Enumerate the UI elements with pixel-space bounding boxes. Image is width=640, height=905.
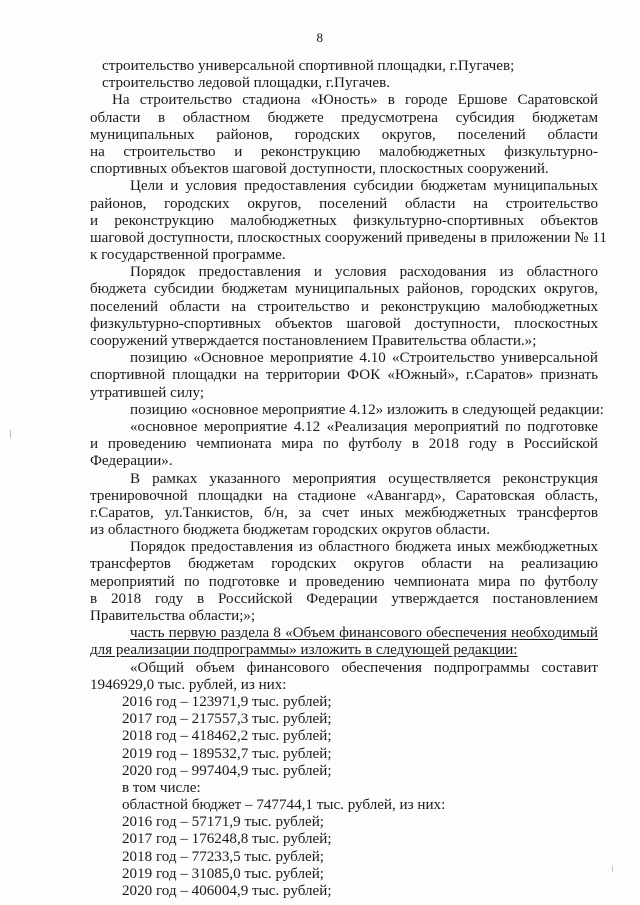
text-line: на строительство и реконструкцию малобюджетных физкультурно- — [90, 143, 598, 160]
text-line: бюджета субсидии бюджетам муниципальных районов, городских округов, — [90, 281, 598, 298]
text-line: и реконструкцию малобюджетных физкультурно-спортивных объектов — [90, 212, 598, 229]
funding-line: 2017 год – 176248,8 тыс. рублей; — [122, 831, 332, 848]
scan-artifact — [10, 430, 11, 438]
funding-line: 2019 год – 189532,7 тыс. рублей; — [122, 745, 332, 762]
text-line: к государственной программе. — [90, 247, 286, 264]
text-line: поселений области на строительство и реконструкцию малобюджетных — [90, 298, 598, 315]
text-line: Цели и условия предоставления субсидии бюджетам муниципальных — [130, 178, 598, 195]
funding-line: 2016 год – 123971,9 тыс. рублей; — [122, 693, 332, 710]
scan-artifact — [612, 866, 613, 872]
text-line: часть первую раздела 8 «Объем финансового обеспечения необходимый — [130, 625, 598, 642]
text-line: На строительство стадиона «Юность» в городе Ершове Саратовской — [112, 92, 598, 109]
text-line: позицию «основное мероприятие 4.12» изложить в следующей редакции: — [130, 401, 604, 418]
text-line: «основное мероприятие 4.12 «Реализация мероприятий по подготовке — [130, 418, 598, 435]
funding-line: 2020 год – 997404,9 тыс. рублей; — [122, 762, 332, 779]
funding-line: 2016 год – 57171,9 тыс. рублей; — [122, 814, 324, 831]
funding-line: 2018 год – 418462,2 тыс. рублей; — [122, 728, 332, 745]
text-line: сооружений утверждается постановлением Правительства области.»; — [90, 333, 537, 349]
text-line: Порядок предоставления и условия расходования из областного — [130, 264, 598, 281]
text-line: позицию «Основное мероприятие 4.10 «Строительство универсальной — [130, 350, 598, 367]
text-line: для реализации подпрограммы» изложить в следующей редакции: — [90, 642, 518, 659]
text-line: «Общий объем финансового обеспечения подпрограммы составит — [130, 659, 598, 676]
text-line: спортивных объектов шаговой доступности, плоскостных сооружений. — [90, 161, 549, 178]
text-line: трансфертов бюджетам городских округов области на реализацию — [90, 556, 598, 573]
text-line: Порядок предоставления из областного бюджета иных межбюджетных — [130, 539, 598, 556]
funding-line: 2018 год – 77233,5 тыс. рублей; — [122, 848, 324, 865]
funding-line: 2019 год – 31085,0 тыс. рублей; — [122, 865, 324, 882]
text-line: тренировочной площадки на стадионе «Авангард», Саратовская область, — [90, 487, 598, 504]
page-number: 8 — [316, 30, 324, 45]
text-line: строительство универсальной спортивной площадки, г.Пугачев; — [102, 58, 515, 74]
text-line: Правительства области;»; — [90, 608, 256, 624]
text-line: мероприятий по подготовке и проведению чемпионата мира по футболу — [90, 573, 598, 590]
text-line: районов, городских округов, поселений области на строительство — [90, 195, 598, 212]
text-line: строительство ледовой площадки, г.Пугачев. — [102, 75, 390, 92]
text-line: В рамках указанного мероприятия осуществляется реконструкция — [130, 470, 598, 487]
text-line: шаговой доступности, плоскостных сооружений приведены в приложении № 11 — [90, 229, 607, 246]
document-body — [90, 58, 607, 900]
text-line: областной бюджет – 747744,1 тыс. рублей, из них: — [122, 797, 446, 814]
text-line: и проведению чемпионата мира по футболу в 2018 году в Российской — [90, 436, 598, 453]
text-line: из областного бюджета бюджетам городских округов области. — [90, 522, 490, 539]
funding-line: 2020 год – 406004,9 тыс. рублей; — [122, 883, 332, 899]
funding-line: 2017 год – 217557,3 тыс. рублей; — [122, 711, 332, 728]
text-line: области в областном бюджете предусмотрена субсидия бюджетам — [90, 109, 598, 126]
text-line: спортивной площадки на территории ФОК «Южный», г.Саратов» признать — [90, 367, 598, 384]
text-line: физкультурно-спортивных объектов шаговой доступности, плоскостных — [90, 315, 598, 332]
text-line: 1946929,0 тыс. рублей, из них: — [90, 676, 287, 693]
text-line: Федерации». — [90, 453, 173, 470]
text-line: в 2018 году в Российской Федерации утверждается постановлением — [90, 590, 598, 607]
text-line: муниципальных районов, городских округов, поселений области — [90, 126, 598, 143]
text-line: г.Саратов, ул.Танкистов, б/н, за счет иных межбюджетных трансфертов — [90, 504, 598, 521]
text-line: утратившей силу; — [90, 384, 205, 401]
text-line: в том числе: — [122, 779, 201, 796]
